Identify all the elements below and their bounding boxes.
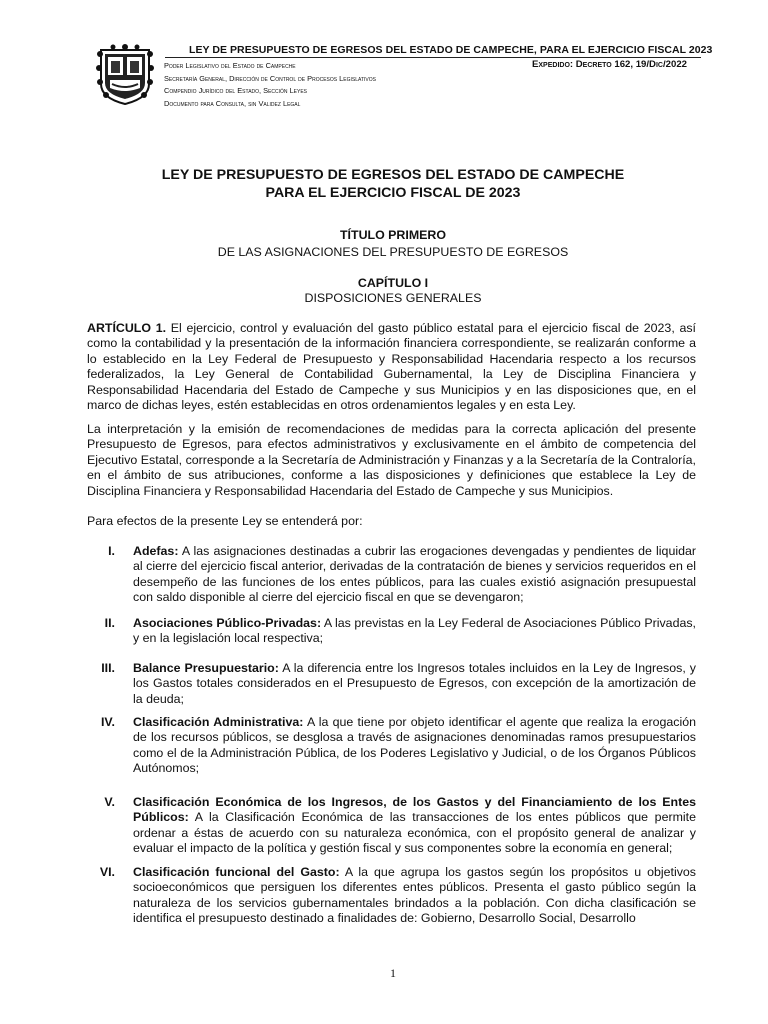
item-term: Clasificación Administrativa: <box>133 715 304 729</box>
item-text <box>133 544 696 606</box>
item-number: II. <box>104 616 115 630</box>
item-number: IV. <box>100 715 115 729</box>
articulo-1-paragraph-2: La interpretación y la emisión de recomendaciones de medidas para la correcta aplicación del presente Presupuesto de Egresos, para efectos administrativos y exclusivamente en el ámbito de competencia del Ejecutivo Estatal, corresponde a la Secretaría de Administración y Finanzas y a la Secretaría de la Contraloría, en el ámbito de sus atribuciones, conforme a las disposiciones y definiciones que establece la Ley de Disciplina Financiera y Responsabilidad Hacendaria del Estado de Campeche y sus Municipios. <box>87 422 696 498</box>
item-number: III. <box>101 661 115 675</box>
item-text <box>133 616 696 647</box>
document-title-line-2: PARA EL EJERCICIO FISCAL DE 2023 <box>265 185 521 201</box>
item-number: V. <box>104 795 115 809</box>
articulo-1-paragraph-1 <box>87 321 696 413</box>
item-definition: A la diferencia entre los Ingresos totales incluidos en la Ley de Ingresos, y los Gastos totales considerados en el Presupuesto de Egresos, con excepción de la amortización de la deuda; <box>133 661 696 706</box>
item-number: VI. <box>99 865 115 879</box>
header-line-3: Compendio Jurídico del Estado, Sección Leyes <box>164 86 308 96</box>
document-title-line-1: LEY DE PRESUPUESTO DE EGRESOS DEL ESTADO DE CAMPECHE <box>161 167 625 183</box>
articulo-1-paragraph-3: Para efectos de la presente Ley se entenderá por: <box>87 514 363 528</box>
item-term: Asociaciones Público-Privadas: <box>133 616 322 630</box>
titulo-name: DE LAS ASIGNACIONES DEL PRESUPUESTO DE EGRESOS <box>217 245 569 259</box>
item-definition: A las asignaciones destinadas a cubrir las erogaciones devengadas y pendientes de liquidar al cierre del ejercicio fiscal anterior, derivadas de la contratación de bienes y servicios requeridos en el desempeño de las funciones de los entes públicos, para las cuales existió asignación presupuestal con saldo disponible al cierre del ejercicio fiscal en que se devengaron; <box>133 544 696 605</box>
item-definition: A la que agrupa los gastos según los propósitos u objetivos socioeconómicos que persiguen los diferentes entes públicos. Presenta el gasto público según la naturaleza de los servicios gubernamentales brindados a la población. Con dicha clasificación se identifica el presupuesto destinado a finalidades de: Gobierno, Desarrollo Social, Desarrollo <box>133 865 696 926</box>
item-term: Clasificación funcional del Gasto: <box>133 865 340 879</box>
item-term: Adefas: <box>133 544 179 558</box>
page-number: 1 <box>390 966 396 980</box>
running-header-title: LEY DE PRESUPUESTO DE EGRESOS DEL ESTADO DE CAMPECHE, PARA EL EJERCICIO FISCAL 2023 <box>189 44 713 56</box>
document-title <box>0 166 768 202</box>
header-institution <box>164 60 376 110</box>
titulo-label: TÍTULO PRIMERO <box>339 228 446 242</box>
header-line-4: Documento para Consulta, sin Validez Legal <box>164 98 301 108</box>
capitulo-name: DISPOSICIONES GENERALES <box>304 291 482 305</box>
item-definition: A las previstas en la Ley Federal de Asociaciones Público Privadas, y en la legislación local respectiva; <box>133 616 696 646</box>
item-definition: A la Clasificación Económica de las transacciones de los entes públicos que permite ordenar a éstas de acuerdo con su naturaleza económica, con el propósito general de analizar y evaluar el impacto de la política y gestión fiscal y sus componentes sobre la economía en general; <box>133 810 696 856</box>
articulo-1-text: El ejercicio, control y evaluación del gasto público estatal para el ejercicio fiscal de 2023, así como la contabilidad y la presentación de la información financiera correspondiente, se realizarán conforme a lo establecido en la Ley Federal de Presupuesto y Responsabilidad Hacendaria respecto a los recursos federalizados, la Ley General de Contabilidad Gubernamental, la Ley de Disciplina Financiera y Responsabilidad Hacendaria del Estado de Campeche y sus Municipios y en las disposiciones que, en el marco de dichas leyes, estén establecidas en otros ordenamientos legales y en esta Ley. <box>87 321 696 413</box>
coat-of-arms-icon <box>96 44 154 106</box>
item-term: Balance Presupuestario: <box>133 661 279 675</box>
item-text <box>133 715 696 777</box>
item-definition: A la que tiene por objeto identificar el agente que realiza la erogación de los recursos públicos, se desglosa a través de asignaciones denominadas ramos presupuestarios como el de la Administración Pública, de los Poderes Legislativo y Judicial, o de los Órganos Públicos Autónomos; <box>133 715 696 776</box>
header-rule <box>165 57 701 58</box>
item-number: I. <box>108 544 115 558</box>
header-expedido: Expedido: Decreto 162, 19/Dic/2022 <box>531 59 687 70</box>
header-line-1: Poder Legislativo del Estado de Campeche <box>164 61 296 70</box>
item-text <box>133 865 696 927</box>
item-term: Clasificación Económica de los Ingresos, de los Gastos y del Financiamiento de los Entes Públicos: <box>133 795 696 825</box>
header-line-2: Secretaría General, Dirección de Control de Procesos Legislativos <box>164 73 376 83</box>
item-text <box>133 795 696 857</box>
articulo-label: ARTÍCULO 1. <box>87 321 167 335</box>
capitulo-label: CAPÍTULO I <box>357 276 429 290</box>
item-text <box>133 661 696 707</box>
